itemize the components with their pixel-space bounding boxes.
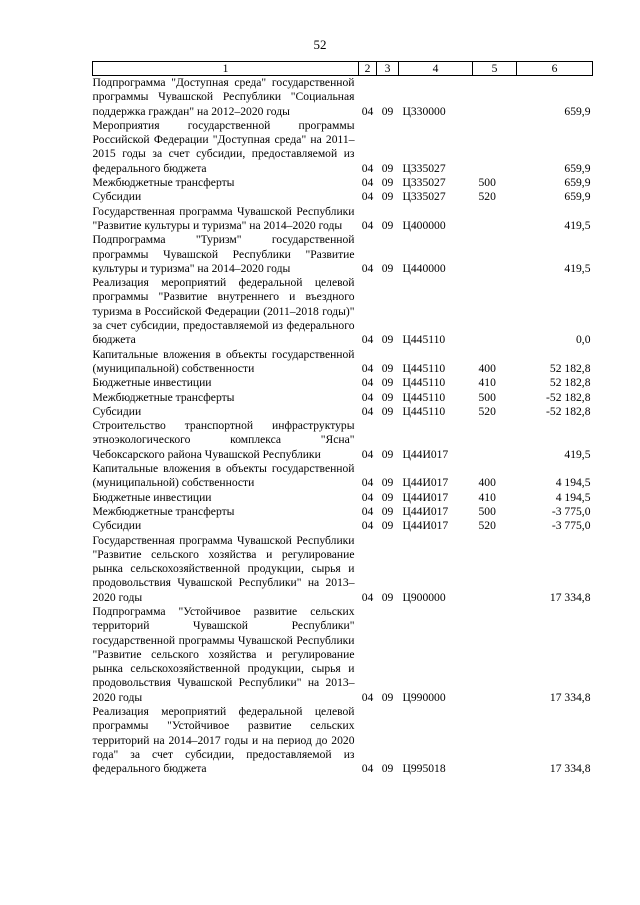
row-expense-type	[473, 76, 517, 119]
table-row	[93, 76, 593, 119]
row-subsection: 09	[381, 404, 394, 418]
row-section: 04	[361, 590, 374, 604]
row-subsection: 09	[381, 176, 394, 190]
row-expense-type	[473, 605, 517, 705]
row-amount: 659,9	[564, 176, 591, 190]
row-target-code: Ц335027	[402, 161, 446, 175]
row-name: Реализация мероприятий федеральной целевой программы "Развитие внутреннего и въездного туризма в Российской Федерации (2011–2018 годы)" за счет субсидии, предоставляемой из федерального бюджета	[92, 276, 355, 347]
row-amount: -52 182,8	[546, 390, 591, 404]
table-row	[93, 176, 593, 190]
row-section: 04	[361, 104, 374, 118]
row-amount: 52 182,8	[549, 361, 591, 375]
table-row	[93, 491, 593, 505]
row-target-code: Ц44И017	[402, 447, 449, 461]
row-subsection: 09	[381, 762, 394, 776]
table-row	[93, 205, 593, 234]
table-row	[93, 605, 593, 705]
row-section: 04	[361, 519, 374, 533]
row-target-code: Ц44И017	[402, 490, 449, 504]
row-subsection: 09	[381, 361, 394, 375]
row-subsection: 09	[381, 490, 394, 504]
row-amount: -3 775,0	[551, 504, 591, 518]
row-name: Межбюджетные трансферты	[92, 390, 235, 404]
row-amount: 17 334,8	[549, 690, 591, 704]
row-amount: 0,0	[576, 333, 591, 347]
row-expense-type: 500	[478, 176, 496, 190]
row-amount: 419,5	[564, 261, 591, 275]
row-expense-type	[473, 276, 517, 347]
table-row	[93, 519, 593, 533]
row-expense-type: 520	[478, 190, 496, 204]
row-subsection: 09	[381, 261, 394, 275]
row-amount: 4 194,5	[555, 476, 591, 490]
row-name: Бюджетные инвестиции	[92, 490, 212, 504]
header-col-3: 3	[377, 62, 399, 76]
table-row	[93, 505, 593, 519]
row-amount: 419,5	[564, 218, 591, 232]
row-expense-type	[473, 205, 517, 234]
row-subsection: 09	[381, 190, 394, 204]
row-name: Подпрограмма "Туризм" государственной программы Чувашской Республики "Развитие культуры и туризма" на 2014–2020 годы	[92, 233, 355, 275]
row-name: Бюджетные инвестиции	[92, 376, 212, 390]
row-subsection: 09	[381, 519, 394, 533]
row-name: Подпрограмма "Доступная среда" государственной программы Чувашской Республики "Социальная поддержка граждан" на 2012–2020 годы	[92, 76, 355, 118]
table-row	[93, 119, 593, 176]
row-target-code: Ц400000	[402, 218, 446, 232]
row-name: Капитальные вложения в объекты государственной (муниципальной) собственности	[92, 347, 355, 375]
row-amount: 52 182,8	[549, 376, 591, 390]
row-subsection: 09	[381, 390, 394, 404]
row-target-code: Ц445110	[402, 404, 446, 418]
row-expense-type: 520	[478, 519, 496, 533]
row-section: 04	[361, 190, 374, 204]
row-subsection: 09	[381, 476, 394, 490]
row-target-code: Ц335027	[402, 176, 446, 190]
page-number: 52	[313, 37, 327, 52]
row-name: Государственная программа Чувашской Республики "Развитие культуры и туризма" на 2014–2020 годы	[92, 204, 355, 232]
row-amount: 659,9	[564, 104, 591, 118]
row-name: Строительство транспортной инфраструктуры этноэкологического комплекса "Ясна" Чебоксарского района Чувашской Республики	[92, 419, 355, 461]
row-amount: 4 194,5	[555, 490, 591, 504]
row-name: Реализация мероприятий федеральной целевой программы "Устойчивое развитие сельских территорий на 2014–2017 годы и на период до 2020 года" за счет субсидии, предоставляемой из федерального бюджета	[92, 705, 355, 776]
table-row	[93, 233, 593, 276]
row-section: 04	[361, 504, 374, 518]
row-expense-type: 500	[478, 504, 496, 518]
row-name: Субсидии	[92, 190, 142, 204]
row-section: 04	[361, 447, 374, 461]
row-subsection: 09	[381, 447, 394, 461]
table-body	[93, 76, 593, 777]
row-name: Капитальные вложения в объекты государственной (муниципальной) собственности	[92, 462, 355, 490]
row-name: Субсидии	[92, 404, 142, 418]
row-section: 04	[361, 390, 374, 404]
row-section: 04	[361, 690, 374, 704]
header-col-1: 1	[93, 62, 359, 76]
row-section: 04	[361, 762, 374, 776]
table-row	[93, 348, 593, 377]
row-target-code: Ц445110	[402, 361, 446, 375]
row-name: Государственная программа Чувашской Республики "Развитие сельского хозяйства и регулирование рынка сельскохозяйственной продукции, сырья и продовольствия Чувашской Республики" на 2013–2020 годы	[92, 533, 355, 604]
table-row	[93, 419, 593, 462]
row-name: Межбюджетные трансферты	[92, 504, 235, 518]
table-row	[93, 705, 593, 776]
row-subsection: 09	[381, 218, 394, 232]
row-target-code: Ц330000	[402, 104, 446, 118]
row-subsection: 09	[381, 104, 394, 118]
header-col-2: 2	[359, 62, 377, 76]
row-section: 04	[361, 376, 374, 390]
row-amount: -52 182,8	[546, 404, 591, 418]
row-target-code: Ц445110	[402, 333, 446, 347]
table-row	[93, 462, 593, 491]
table-row	[93, 534, 593, 605]
row-name: Подпрограмма "Устойчивое развитие сельских территорий Чувашской Республики" государственной программы Чувашской Республики "Развитие сельского хозяйства и регулирование рынка сельскохозяйственной продукции, сырья и продовольствия Чувашской Республики" на 2013–2020 годы	[92, 604, 355, 704]
row-subsection: 09	[381, 376, 394, 390]
row-subsection: 09	[381, 504, 394, 518]
row-amount: -3 775,0	[551, 519, 591, 533]
row-subsection: 09	[381, 161, 394, 175]
row-amount: 17 334,8	[549, 762, 591, 776]
row-target-code: Ц335027	[402, 190, 446, 204]
table-row	[93, 376, 593, 390]
row-target-code: Ц900000	[402, 590, 446, 604]
row-target-code: Ц445110	[402, 376, 446, 390]
row-section: 04	[361, 490, 374, 504]
row-expense-type: 410	[478, 376, 496, 390]
row-subsection: 09	[381, 590, 394, 604]
table-row	[93, 276, 593, 347]
row-name: Мероприятия государственной программы Российской Федерации "Доступная среда" на 2011–2015 годы за счет субсидии, предоставляемой из федерального бюджета	[92, 118, 355, 175]
row-target-code: Ц990000	[402, 690, 446, 704]
budget-table	[92, 61, 593, 777]
row-section: 04	[361, 404, 374, 418]
row-name: Межбюджетные трансферты	[92, 176, 235, 190]
row-section: 04	[361, 218, 374, 232]
row-section: 04	[361, 261, 374, 275]
row-section: 04	[361, 333, 374, 347]
row-subsection: 09	[381, 333, 394, 347]
row-expense-type: 520	[478, 404, 496, 418]
row-section: 04	[361, 476, 374, 490]
row-target-code: Ц995018	[402, 762, 446, 776]
row-amount: 659,9	[564, 190, 591, 204]
row-expense-type: 500	[478, 390, 496, 404]
row-expense-type: 410	[478, 490, 496, 504]
row-name: Субсидии	[92, 519, 142, 533]
row-expense-type	[473, 419, 517, 462]
row-amount: 419,5	[564, 447, 591, 461]
row-expense-type: 400	[478, 361, 496, 375]
row-expense-type: 400	[478, 476, 496, 490]
table-row	[93, 391, 593, 405]
row-expense-type	[473, 119, 517, 176]
table-row	[93, 405, 593, 419]
row-target-code: Ц445110	[402, 390, 446, 404]
table-row	[93, 190, 593, 204]
header-col-4: 4	[399, 62, 473, 76]
row-subsection: 09	[381, 690, 394, 704]
header-col-6: 6	[517, 62, 593, 76]
row-section: 04	[361, 361, 374, 375]
row-section: 04	[361, 176, 374, 190]
row-expense-type	[473, 534, 517, 605]
header-col-5: 5	[473, 62, 517, 76]
row-target-code: Ц44И017	[402, 504, 449, 518]
row-target-code: Ц44И017	[402, 519, 449, 533]
row-amount: 17 334,8	[549, 590, 591, 604]
row-amount: 659,9	[564, 161, 591, 175]
row-expense-type	[473, 705, 517, 776]
row-target-code: Ц440000	[402, 261, 446, 275]
row-target-code: Ц44И017	[402, 476, 449, 490]
row-section: 04	[361, 161, 374, 175]
row-expense-type	[473, 233, 517, 276]
table-header-row	[93, 62, 593, 76]
